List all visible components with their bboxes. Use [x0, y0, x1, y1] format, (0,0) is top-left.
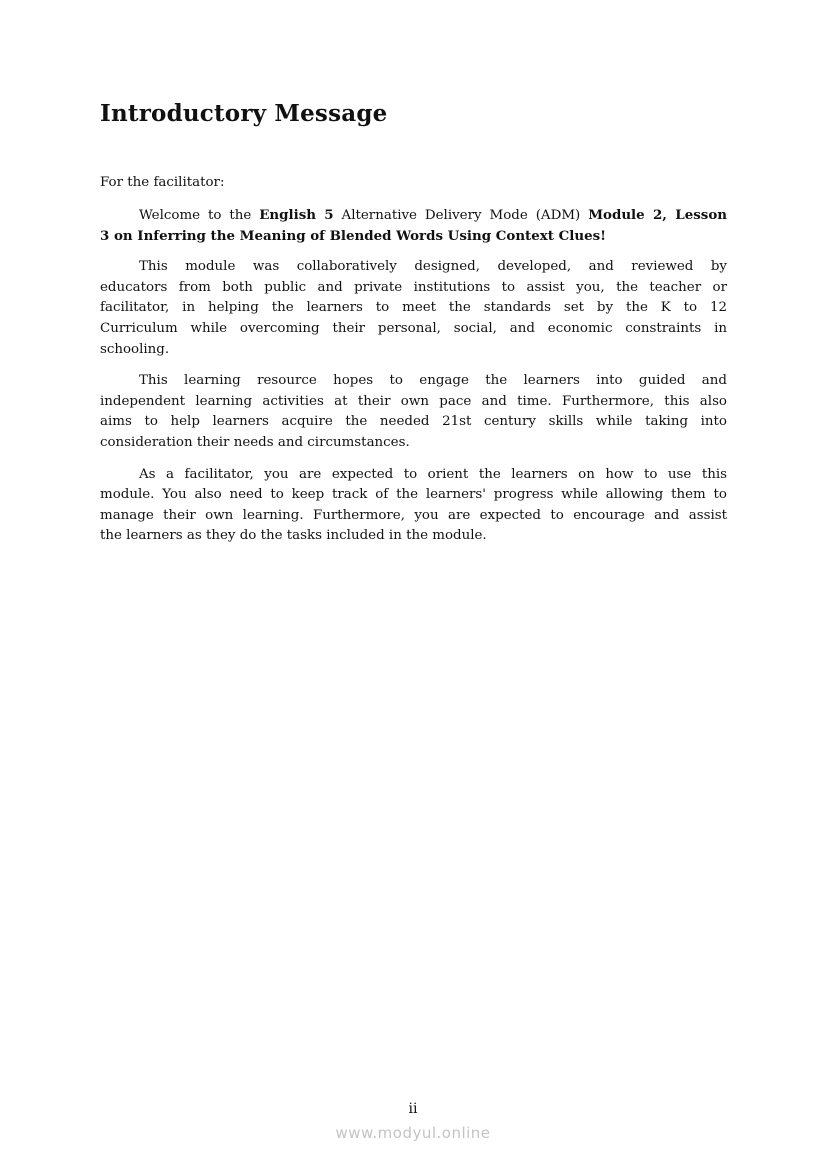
text: Alternative Delivery Mode (ADM) [333, 208, 589, 223]
page-title: Introductory Message [100, 100, 388, 127]
paragraph-line: As a facilitator, you are expected to orient the learners on how to use this [139, 466, 727, 482]
paragraph-line: module. You also need to keep track of the learners' progress while allowing them to [100, 487, 727, 503]
paragraph-line [100, 226, 727, 247]
page-number: ii [408, 1101, 418, 1117]
paragraph-line: schooling. [100, 341, 170, 357]
paragraph-line: independent learning activities at their own pace and time. Furthermore, this also [100, 393, 727, 409]
paragraph-line: aims to help learners acquire the needed 21st century skills while taking into [100, 414, 727, 430]
paragraph-line: manage their own learning. Furthermore, you are expected to encourage and assist [100, 507, 727, 523]
paragraph-welcome [100, 205, 727, 547]
paragraph-line: This module was collaboratively designed, developed, and reviewed by [139, 259, 727, 275]
paragraph-line: Curriculum while overcoming their personal, social, and economic constraints in [100, 320, 727, 336]
paragraph-line [100, 205, 727, 226]
paragraph-line: facilitator, in helping the learners to meet the standards set by the K to 12 [100, 300, 727, 316]
bold-text: 3 on Inferring the Meaning of Blended Words Using Context Clues! [100, 227, 607, 244]
bold-text: Module 2, Lesson [588, 207, 727, 223]
paragraph-line: consideration their needs and circumstances. [100, 434, 410, 450]
paragraph-line: the learners as they do the tasks included in the module. [100, 528, 487, 544]
salutation [100, 173, 727, 194]
salutation-text: For the facilitator: [100, 175, 225, 190]
watermark: www.modyul.online [335, 1124, 491, 1142]
paragraph-line: educators from both public and private institutions to assist you, the teacher or [100, 279, 727, 295]
paragraph-line: This learning resource hopes to engage the learners into guided and [139, 373, 727, 389]
text: Welcome to the [139, 208, 260, 223]
bold-text: English 5 [259, 207, 334, 223]
